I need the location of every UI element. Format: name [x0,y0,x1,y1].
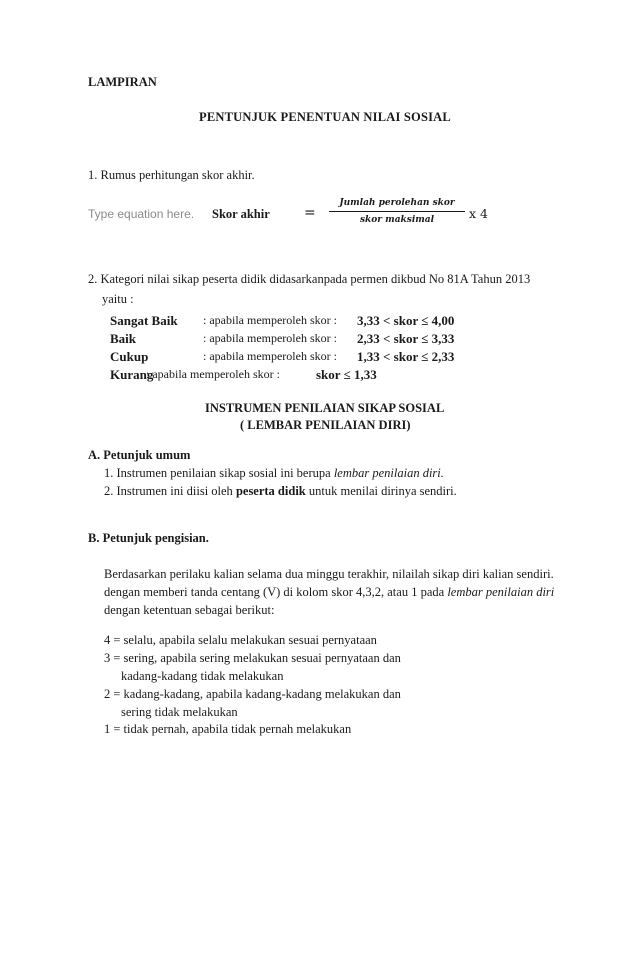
category-name: Baik [110,331,137,346]
category-desc: : apabila memperoleh skor : [203,349,337,363]
scale-item-3-cont: kadang-kadang tidak melakukan [121,669,284,683]
category-name: Cukup [110,349,149,364]
category-desc: : apabila memperoleh skor : [203,313,337,327]
formula-fraction [329,197,465,226]
equals-sign: = [304,205,316,221]
equation-placeholder[interactable]: Type equation here. [88,207,195,221]
page-title: PENTUNJUK PENENTUAN NILAI SOSIAL [199,110,451,124]
para-emphasis: lembar penilaian diri [447,585,555,599]
category-row-sangat-baik [0,313,638,331]
category-range: skor ≤ 1,33 [316,367,377,382]
category-intro: 2. Kategori nilai sikap peserta didik didasarkanpada permen dikbud No 81A Tahun 2013 [88,272,531,286]
category-row-baik [0,331,638,349]
section-a-item-1 [104,466,444,481]
section-b-heading: B. Petunjuk pengisian. [88,531,209,545]
para-text: dengan memberi tanda centang (V) di kolom skor 4,3,2, atau 1 pada [104,585,448,599]
category-range: 2,33 < skor ≤ 3,33 [357,331,455,346]
category-name: Kurang [110,367,154,382]
section-b-para-line-3: dengan ketentuan sebagai berikut: [104,603,275,617]
category-row-kurang [0,367,638,385]
category-row-cukup [0,349,638,367]
category-intro-cont: yaitu : [102,292,134,306]
scale-item-2-cont: sering tidak melakukan [121,705,238,719]
item-text: 2. Instrumen ini diisi oleh [104,484,236,498]
scale-item-1: 1 = tidak pernah, apabila tidak pernah melakukan [104,722,352,736]
formula-heading: 1. Rumus perhitungan skor akhir. [88,168,255,182]
section-b-para-line-1: Berdasarkan perilaku kalian selama dua minggu terakhir, nilailah sikap diri kalian sendiri. [104,567,554,581]
section-a-heading: A. Petunjuk umum [88,448,191,462]
item-strong: peserta didik [235,484,306,498]
instrument-subtitle: ( LEMBAR PENILAIAN DIRI) [240,418,411,432]
item-text: 1. Instrumen penilaian sikap sosial ini berupa [104,466,334,480]
instrument-title: INSTRUMEN PENILAIAN SIKAP SOSIAL [205,401,445,415]
fraction-numerator: Jumlah perolehan skor [339,198,455,208]
category-range: 3,33 < skor ≤ 4,00 [357,313,455,328]
category-range: 1,33 < skor ≤ 2,33 [357,349,455,364]
scale-item-4: 4 = selalu, apabila selalu melakukan sesuai pernyataan [104,633,377,647]
appendix-label: LAMPIRAN [88,75,157,89]
formula-multiplier: x 4 [469,206,488,221]
formula-lhs: Skor akhir [212,207,270,221]
fraction-denominator: skor maksimal [359,215,435,225]
section-a-item-2 [104,484,457,499]
item-text: untuk menilai dirinya sendiri. [305,484,457,498]
scale-item-2: 2 = kadang-kadang, apabila kadang-kadang melakukan dan [104,687,401,701]
category-name: Sangat Baik [110,313,178,328]
item-emphasis: lembar penilaian diri. [333,466,444,480]
category-desc: : apabila memperoleh skor : [146,367,280,381]
category-desc: : apabila memperoleh skor : [203,331,337,345]
fraction-bar [329,211,465,212]
section-b-para-line-2 [104,585,554,600]
scale-item-3: 3 = sering, apabila sering melakukan sesuai pernyataan dan [104,651,401,665]
